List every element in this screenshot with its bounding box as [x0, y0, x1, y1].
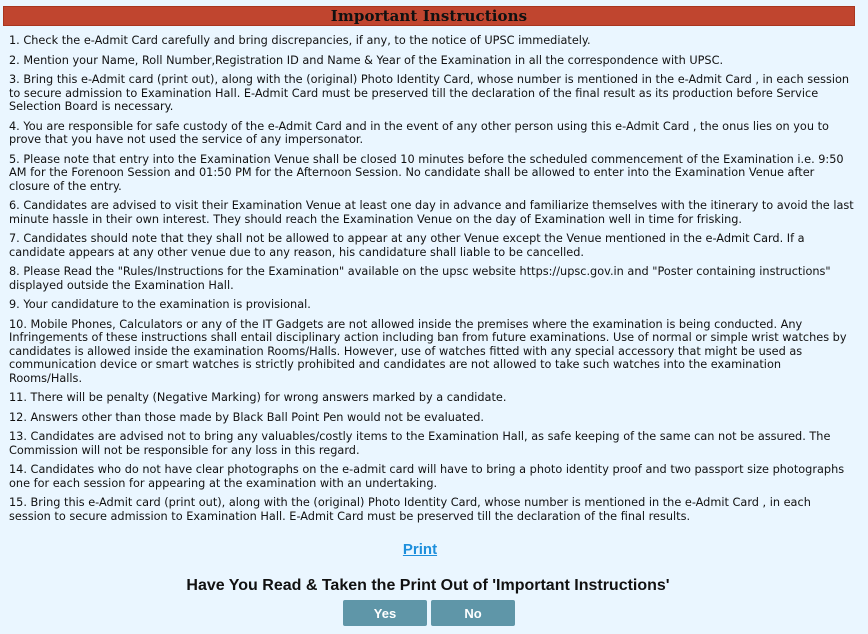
print-link[interactable]: Print	[402, 541, 438, 558]
instruction-item: 2. Mention your Name, Roll Number,Registration ID and Name & Year of the Examination in all the correspondence with UPSC.	[9, 53, 724, 67]
instruction-item: 11. There will be penalty (Negative Marking) for wrong answers marked by a candidate.	[9, 391, 507, 404]
instruction-item: 14. Candidates who do not have clear photographs on the e-admit card will have to bring a photo identity proof and two passport size photographs one for each session for appearing at the examination with an undertaking.	[9, 463, 845, 490]
instruction-item: 1. Check the e-Admit Card carefully and bring discrepancies, if any, to the notice of UPSC immediately.	[9, 34, 591, 47]
instruction-item: 10. Mobile Phones, Calculators or any of the IT Gadgets are not allowed inside the premises where the examination is being conducted. Any Infringements of these instructions shall entail disciplinary action including ban from future examinations. Use of normal or simple wrist watches by candidates is allowed inside the examination Rooms/Halls. However, use of watches fitted with any special accessory that might be used as communication device or smart watches is strictly prohibited and candidates are not allowed to take such watches into the examination Rooms/Halls.	[9, 317, 847, 385]
page-title: Important Instructions	[330, 7, 528, 25]
no-button[interactable]: No	[431, 600, 515, 626]
instruction-item: 7. Candidates should note that they shall not be allowed to appear at any other Venue except the Venue mentioned in the e-Admit Card. If a candidate appears at any other venue due to any reason, his candidature shall liable to be cancelled.	[9, 232, 805, 259]
instruction-item: 5. Please note that entry into the Examination Venue shall be closed 10 minutes before the scheduled commencement of the Examination i.e. 9:50 AM for the Forenoon Session and 01:50 PM for the Afternoon Session. No candidate shall be allowed to enter into the Examination Venue after closure of the entry.	[9, 152, 844, 193]
instruction-item: 8. Please Read the "Rules/Instructions for the Examination" available on the upsc website https://upsc.gov.in and "Poster containing instructions" displayed outside the Examination Hall.	[9, 265, 831, 292]
confirmation-question: Have You Read & Taken the Print Out of 'Important Instructions'	[186, 577, 670, 594]
yes-button[interactable]: Yes	[343, 600, 427, 626]
instruction-item: 12. Answers other than those made by Black Ball Point Pen would not be evaluated.	[9, 410, 484, 424]
instruction-item: 13. Candidates are advised not to bring any valuables/costly items to the Examination Hall, as safe keeping of the same can not be assured. The Commission will not be responsible for any loss in this regard.	[9, 430, 831, 457]
instructions-list	[9, 34, 855, 529]
instruction-item: 15. Bring this e-Admit card (print out), along with the (original) Photo Identity Card, whose number is mentioned in the e-Admit Card , in each session to secure admission to Examination Hall. E-Admit Card must be preserved till the declaration of the final results.	[9, 496, 811, 523]
instruction-item: 3. Bring this e-Admit card (print out), along with the (original) Photo Identity Card, whose number is mentioned in the e-Admit Card , in each session to secure admission to Examination Hall. E-Admit Card must be preserved till the declaration of the final result as its production before Service Selection Board is necessary.	[9, 73, 850, 113]
instruction-item: 9. Your candidature to the examination is provisional.	[9, 298, 311, 311]
instruction-item: 6. Candidates are advised to visit their Examination Venue at least one day in advance and familiarize themselves with the itinerary to avoid the last minute hassle in their own interest. They should reach the Examination Venue on the day of Examination well in time for frisking.	[9, 199, 854, 226]
title-bar	[3, 6, 855, 26]
instruction-item: 4. You are responsible for safe custody of the e-Admit Card and in the event of any other person using this e-Admit Card , the onus lies on you to prove that you have not used the service of any impersonator.	[9, 119, 829, 146]
